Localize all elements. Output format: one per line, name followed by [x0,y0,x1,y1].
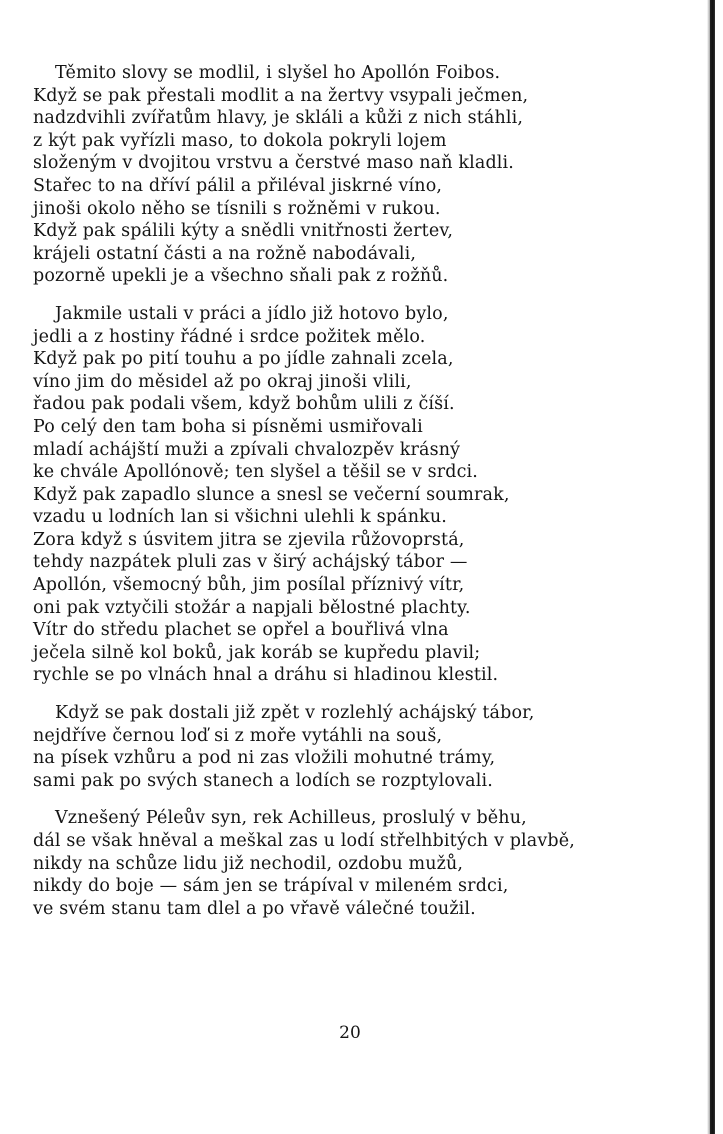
poem-line: Vítr do středu plachet se opřel a bouřlivá vlna [33,620,449,641]
poem-line: oni pak vztyčili stožár a napjali bělostné plachty. [33,597,471,618]
poem-line: Těmito slovy se modlil, i slyšel ho Apollón Foibos. [55,63,501,83]
poem-line: ječela silně kol boků, jak koráb se kupředu plavil; [33,642,481,663]
poem-line: víno jim do měsidel až po okraj jinoši vlili, [33,371,412,392]
poem-line: ve svém stanu tam dlel a po vřavě válečné toužil. [33,898,476,919]
poem-line: Zora když s úsvitem jitra se zjevila růžovoprstá, [33,529,465,550]
poem-line: nikdy do boje — sám jen se trápíval v mileném srdci, [33,876,509,897]
stanza-2 [33,303,663,687]
poem-line: jinoši okolo něho se tísnili s rožněmi v rukou. [33,198,441,219]
stanza-1 [33,62,663,288]
stanza-4 [33,807,663,920]
poem-line: Vznešený Péleův syn, rek Achilleus, proslulý v běhu, [55,808,527,829]
poem-line: Apollón, všemocný bůh, jim posílal příznivý vítr, [33,575,465,596]
poem-line: z kýt pak vyřízli maso, to dokola pokryli lojem [33,130,447,151]
page-number: 20 [339,1023,361,1043]
poem-line: Když pak zapadlo slunce a snesl se večerní soumrak, [33,484,510,505]
poem-line: Když se pak dostali již zpět v rozlehlý achájský tábor, [55,703,535,724]
poem-line: Po celý den tam boha si písněmi usmiřovali [33,416,423,437]
poem-text [33,62,663,920]
poem-line: řadou pak podali všem, když bohům ulili z číší. [33,394,455,415]
poem-line: nejdříve černou loď si z moře vytáhli na souš, [33,725,443,746]
poem-line: dál se však hněval a meškal zas u lodí střelhbitých v plavbě, [33,831,575,851]
poem-line: Když pak po pití touhu a po jídle zahnali zcela, [33,349,454,370]
poem-line: nikdy na schůze lidu již nechodil, ozdobu mužů, [33,853,464,874]
poem-line: Stařec to na dříví pálil a přiléval jiskrné víno, [33,175,443,196]
poem-line: na písek vzhůru a pod ni zas vložili mohutné trámy, [33,748,496,769]
poem-line: nadzdvihli zvířatům hlavy, je skláli a kůži z nich stáhli, [33,108,524,129]
poem-line: krájeli ostatní části a na rožně nabodávali, [33,243,417,264]
poem-line: rychle se po vlnách hnal a dráhu si hladinou klestil. [33,665,499,686]
poem-line: mladí achájští muži a zpívali chvalozpěv krásný [33,439,461,460]
poem-line: složeným v dvojitou vrstvu a čerstvé maso naň kladli. [33,153,515,174]
poem-line: sami pak po svých stanech a lodích se rozptylovali. [33,770,493,791]
poem-line: tehdy nazpátek pluli zas v širý achájský tábor — [33,552,468,573]
stanza-3 [33,702,663,792]
poem-line: Jakmile ustali v práci a jídlo již hotovo bylo, [55,303,449,324]
poem-line: Když pak spálili kýty a snědli vnitřnosti žertev, [33,221,454,242]
poem-line: ke chvále Apollónově; ten slyšel a těšil se v srdci. [33,462,479,483]
page-edge [710,0,715,1134]
poem-line: jedli a z hostiny řádné i srdce požitek mělo. [33,326,426,347]
poem-line: vzadu u lodních lan si všichni ulehli k spánku. [33,507,448,528]
poem-line: Když se pak přestali modlit a na žertvy vsypali ječmen, [33,85,529,106]
poem-line: pozorně upekli je a všechno sňali pak z rožňů. [33,266,449,287]
